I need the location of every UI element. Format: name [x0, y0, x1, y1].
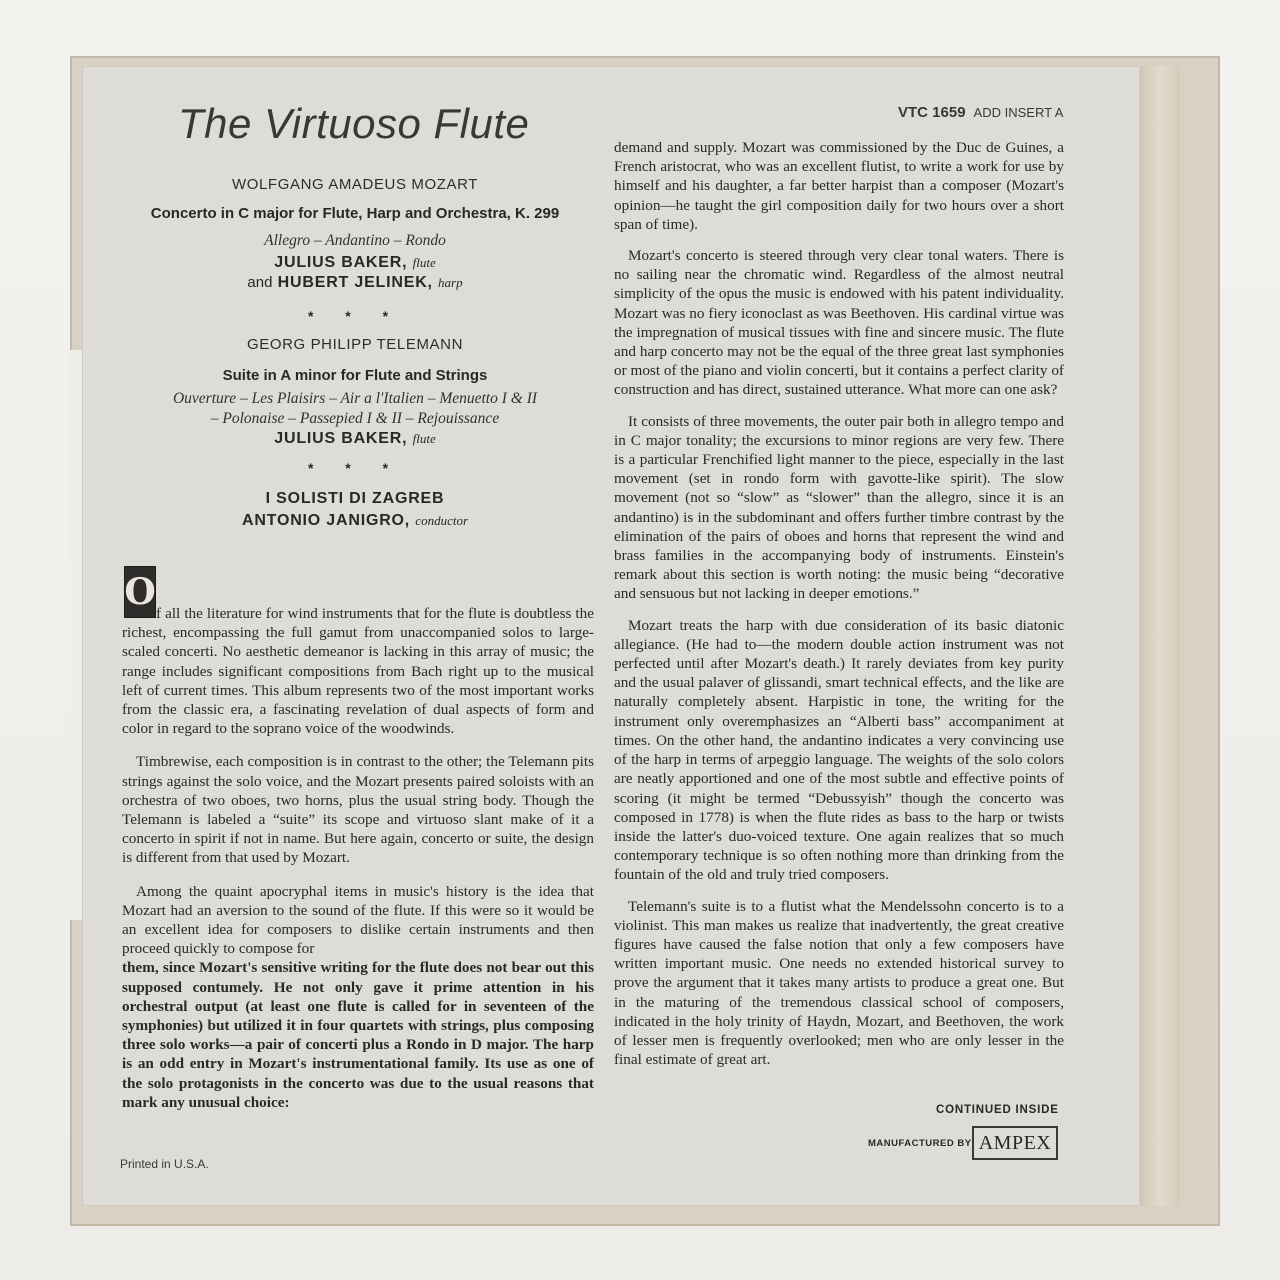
album-title: The Virtuoso Flute [178, 100, 530, 147]
performer-role: harp [438, 275, 463, 290]
conductor-name: ANTONIO JANIGRO, [241, 512, 411, 529]
performer-baker [120, 254, 590, 272]
work-telemann: Suite in A minor for Flute and Strings [222, 367, 488, 384]
notes-paragraph-2: Timbrewise, each composition is in contrast to the other; the Telemann pits strings against the solo voice, and the Mozart presents paired soloists with an orchestra of two oboes, two horns, plus the usual string body. Though the Telemann is labeled a “suite” its scope and virtuoso slant make of it a concerto in spirit if not in name. But here again, concerto or suite, the design is different from that used by Mozart. [122, 753, 594, 867]
performer-name: JULIUS BAKER, [274, 254, 408, 271]
performer-role: flute [412, 431, 436, 446]
work-mozart: Concerto in C major for Flute, Harp and Orchestra, K. 299 [150, 205, 560, 222]
notes-paragraph-8: Telemann's suite is to a flutist what the Mendelssohn concerto is to a violinist. This man makes us realize that inadvertently, the great creative figures have caused the false notion that only a few composers have written important music. One needs no extended historical survey to prove the argument that it takes many artists to produce a great one. But in the maturing of the tremendous classical school of composers, indicated in the holy trinity of Haydn, Mozart, and Beethoven, the work of lesser men is frequently overlooked; men who are only lesser in the final estimate of great art. [614, 897, 1064, 1069]
performer-name: JULIUS BAKER, [274, 430, 408, 447]
performer-jelinek [120, 274, 590, 292]
catalog-number [898, 104, 1063, 121]
manufactured-by-label: MANUFACTURED BY [868, 1138, 972, 1149]
performer-role: flute [412, 255, 436, 270]
notes-right-column [614, 138, 1064, 1069]
notes-paragraph-4: demand and supply. Mozart was commissioned by the Duc de Guines, a French aristocrat, who was an excellent flutist, to write a work for use by himself and his daughter, a far better harpist than a composer (Mozart's opinion—he taught the girl composition daily for two hours over a short span of time). [614, 139, 1064, 233]
continued-inside-label: CONTINUED INSIDE [936, 1104, 1059, 1116]
conductor-role: conductor [415, 513, 469, 528]
movements-mozart: Allegro – Andantino – Rondo [264, 232, 446, 249]
notes-paragraph-6: It consists of three movements, the outer pair both in allegro tempo and in C major tonality; the excursions to minor regions are very few. There is a particular Frenchified light manner to the piece, especially in the last movement (set in rondo form with gavotte-like spirit). The slow movement (not so “slow” as “slower” than the allegro, since it is an andantino) is in the subdominant and offers further timbre contrast by the elimination of the pairs of oboes and horns that represent the wind and brass families in the accompanying body of instruments. Einstein's remark about this section is worth noting: the music being “decorative and sensuous but not lacking in deeper emotions.” [614, 412, 1064, 603]
notes-paragraph-7: Mozart treats the harp with due consideration of its basic diatonic allegiance. (He had to—the modern double action instrument was not perfected until after Mozart's death.) It rarely deviates from key purity and the usual palaver of glissandi, smart technical effects, and the like are naturally completely absent. Harpistic in tone, the writing for the instrument only overemphasizes an “Alberti bass” accompaniment at times. On the other hand, the andantino indicates a very convincing use of the harp in terms of arpeggio language. The weights of the solo colors are neatly apportioned and one of the most subtle and effective points of scoring (it might be termed “Debussyish” though the concerto was composed in 1778) is when the flute rides as bass to the harp or twists inside the latter's duo-voiced texture. One again realizes that so much contemporary technique is so often nothing more than drinking from the fountain of the old and truly tried composers. [614, 616, 1064, 884]
box-spine-edge [1140, 66, 1180, 1206]
performer-baker-telemann [120, 430, 590, 448]
notes-left-column [122, 604, 594, 1112]
printed-in-usa: Printed in U.S.A. [120, 1157, 209, 1171]
box-thumb-notch [70, 350, 82, 920]
ornamental-dropcap: O [124, 566, 156, 618]
catalog-number-text: VTC 1659 [898, 104, 966, 121]
performer-name: HUBERT JELINEK, [277, 274, 433, 291]
notes-paragraph-3a: Among the quaint apocryphal items in music's history is the idea that Mozart had an aversion to the sound of the flute. If this were so it would be an excellent idea for composers to dislike certain instruments and then proceed quickly to compose for [122, 882, 594, 958]
ampex-logo: AMPEX [972, 1126, 1058, 1160]
composer-telemann: GEORG PHILIPP TELEMANN [246, 336, 464, 353]
composer-mozart: WOLFGANG AMADEUS MOZART [231, 176, 479, 193]
separator-stars: * * * [307, 308, 403, 324]
notes-paragraph-5: Mozart's concerto is steered through very clear tonal waters. There is no sailing near the chromatic wind. Regardless of the almost neutral simplicity of the opus the music is endowed with his patent individuality. Mozart was no fiery iconoclast as was Beethoven. His cardinal virtue was the impregnation of musical tissues with fine and sincere music. The flute and harp concerto may not be the equal of the three great last symphonies or most of the piano and violin concerti, but it contains a perfect clarity of construction and has direct, sustained utterance. What more can one ask? [614, 247, 1064, 399]
movements-telemann-2: – Polonaise – Passepied I & II – Rejouissance [210, 410, 500, 427]
notes-paragraph-1: f all the literature for wind instruments that for the flute is doubtless the richest, encompassing the full gamut from unaccompanied solos to large-scaled concerti. No aesthetic demeanor is lacking in this array of music; the range includes significant compositions from Bach right up to the musical left of current times. This album represents two of the most important works from the classic era, a fascinating revelation of dual aspects of form and color in regard to the soprano voice of the woodwinds. [122, 605, 594, 738]
separator-stars: * * * [307, 460, 403, 476]
ensemble-name: I SOLISTI DI ZAGREB [265, 490, 445, 507]
notes-paragraph-3b: them, since Mozart's sensitive writing for the flute does not bear out this supposed contumely. He not only gave it prime attention in his orchestral output (at least one flute is called for in seventeen of the symphonies) but utilized it in four quartets with strings, plus composing three solo works—a pair of concerti plus a Rondo in D major. The harp is an odd entry in Mozart's instrumentational family. Its use as one of the solo protagonists in the concerto was due to the usual reasons that mark any unusual choice: [122, 959, 594, 1111]
conductor-line [120, 512, 590, 530]
program-listing [120, 176, 590, 530]
performer-prefix: and [247, 274, 273, 291]
movements-telemann-1: Ouverture – Les Plaisirs – Air a l'Italien – Menuetto I & II [172, 390, 538, 407]
insert-label: ADD INSERT A [973, 105, 1064, 120]
